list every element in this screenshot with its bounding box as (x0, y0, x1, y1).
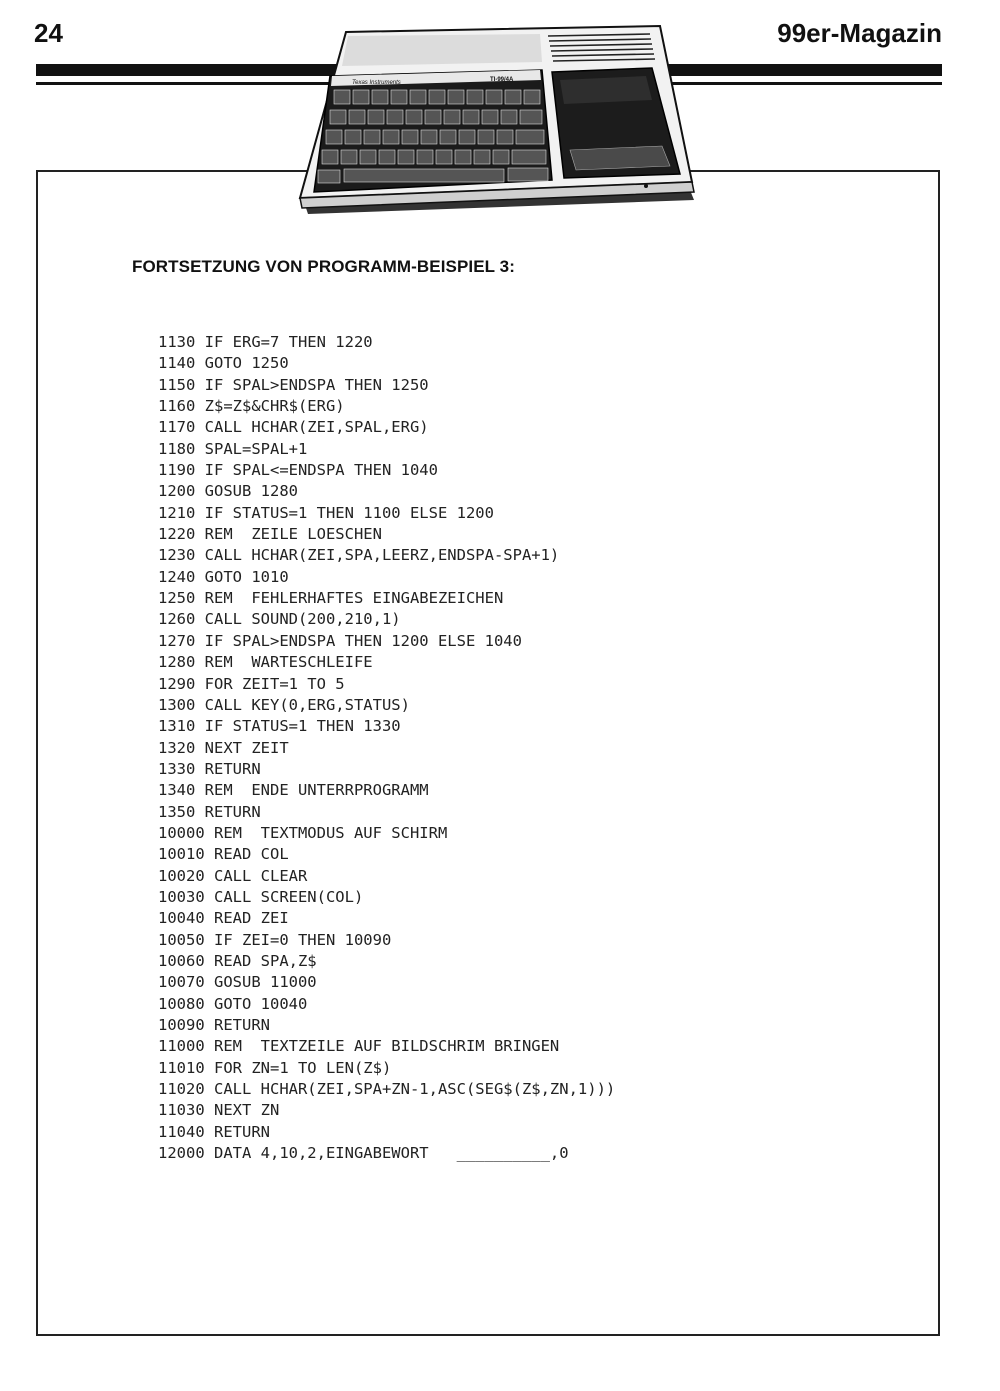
code-line: 1200 GOSUB 1280 (158, 482, 298, 501)
code-line: 1240 GOTO 1010 (158, 567, 289, 586)
code-line: 10030 CALL SCREEN(COL) (158, 887, 364, 906)
code-line: 10040 READ ZEI (158, 909, 289, 928)
code-line: 1230 CALL HCHAR(ZEI,SPA,LEERZ,ENDSPA-SPA+1) (158, 546, 560, 565)
code-line: 1250 REM FEHLERHAFTES EINGABEZEICHEN (158, 589, 504, 608)
code-line: 1190 IF SPAL<=ENDSPA THEN 1040 (158, 461, 438, 480)
code-line: 11000 REM TEXTZEILE AUF BILDSCHRIM BRINGEN (158, 1037, 560, 1056)
code-line: 10080 GOTO 10040 (158, 994, 308, 1013)
code-line: 11040 RETURN (158, 1122, 270, 1141)
code-line: 1350 RETURN (158, 802, 261, 821)
program-listing (158, 332, 615, 1164)
code-line: 10050 IF ZEI=0 THEN 10090 (158, 930, 392, 949)
code-line: 11030 NEXT ZN (158, 1101, 280, 1120)
code-line: 10020 CALL CLEAR (158, 866, 308, 885)
code-line: 1260 CALL SOUND(200,210,1) (158, 610, 401, 629)
code-line: 10060 READ SPA,Z$ (158, 951, 317, 970)
code-line: 1160 Z$=Z$&CHR$(ERG) (158, 397, 345, 416)
code-line: 1130 IF ERG=7 THEN 1220 (158, 333, 373, 351)
code-line: 10070 GOSUB 11000 (158, 973, 317, 992)
code-line: 12000 DATA 4,10,2,EINGABEWORT __________,0 (158, 1144, 569, 1163)
code-line: 1320 NEXT ZEIT (158, 738, 289, 757)
section-heading: FORTSETZUNG VON PROGRAMM-BEISPIEL 3: (132, 257, 515, 276)
code-line: 1180 SPAL=SPAL+1 (158, 439, 308, 458)
ti-99-4a-computer-illustration (290, 14, 702, 214)
code-line: 1330 RETURN (158, 759, 261, 778)
computer-model-text: TI-99/4A (490, 77, 514, 83)
code-line: 10090 RETURN (158, 1016, 270, 1034)
code-line: 11020 CALL HCHAR(ZEI,SPA+ZN-1,ASC(SEG$(Z$,ZN,1))) (158, 1080, 616, 1099)
code-line: 1140 GOTO 1250 (158, 354, 289, 373)
magazine-title: 99er-Magazin (777, 18, 942, 48)
code-line: 1220 REM ZEILE LOESCHEN (158, 525, 382, 544)
code-line: 1300 CALL KEY(0,ERG,STATUS) (158, 695, 410, 714)
code-line: 1290 FOR ZEIT=1 TO 5 (158, 674, 345, 693)
code-line: 1150 IF SPAL>ENDSPA THEN 1250 (158, 375, 429, 394)
code-line: 1340 REM ENDE UNTERRPROGRAMM (158, 781, 429, 800)
page-number: 24 (34, 18, 63, 48)
code-line: 1270 IF SPAL>ENDSPA THEN 1200 ELSE 1040 (158, 631, 522, 650)
code-line: 1210 IF STATUS=1 THEN 1100 ELSE 1200 (158, 503, 494, 522)
code-line: 11010 FOR ZN=1 TO LEN(Z$) (158, 1058, 392, 1077)
code-line: 1280 REM WARTESCHLEIFE (158, 653, 373, 672)
code-line: 1310 IF STATUS=1 THEN 1330 (158, 717, 401, 736)
code-line: 1170 CALL HCHAR(ZEI,SPAL,ERG) (158, 418, 429, 437)
code-line: 10000 REM TEXTMODUS AUF SCHIRM (158, 823, 448, 842)
computer-brand-text: Texas Instruments (352, 80, 401, 86)
code-line: 10010 READ COL (158, 845, 289, 864)
